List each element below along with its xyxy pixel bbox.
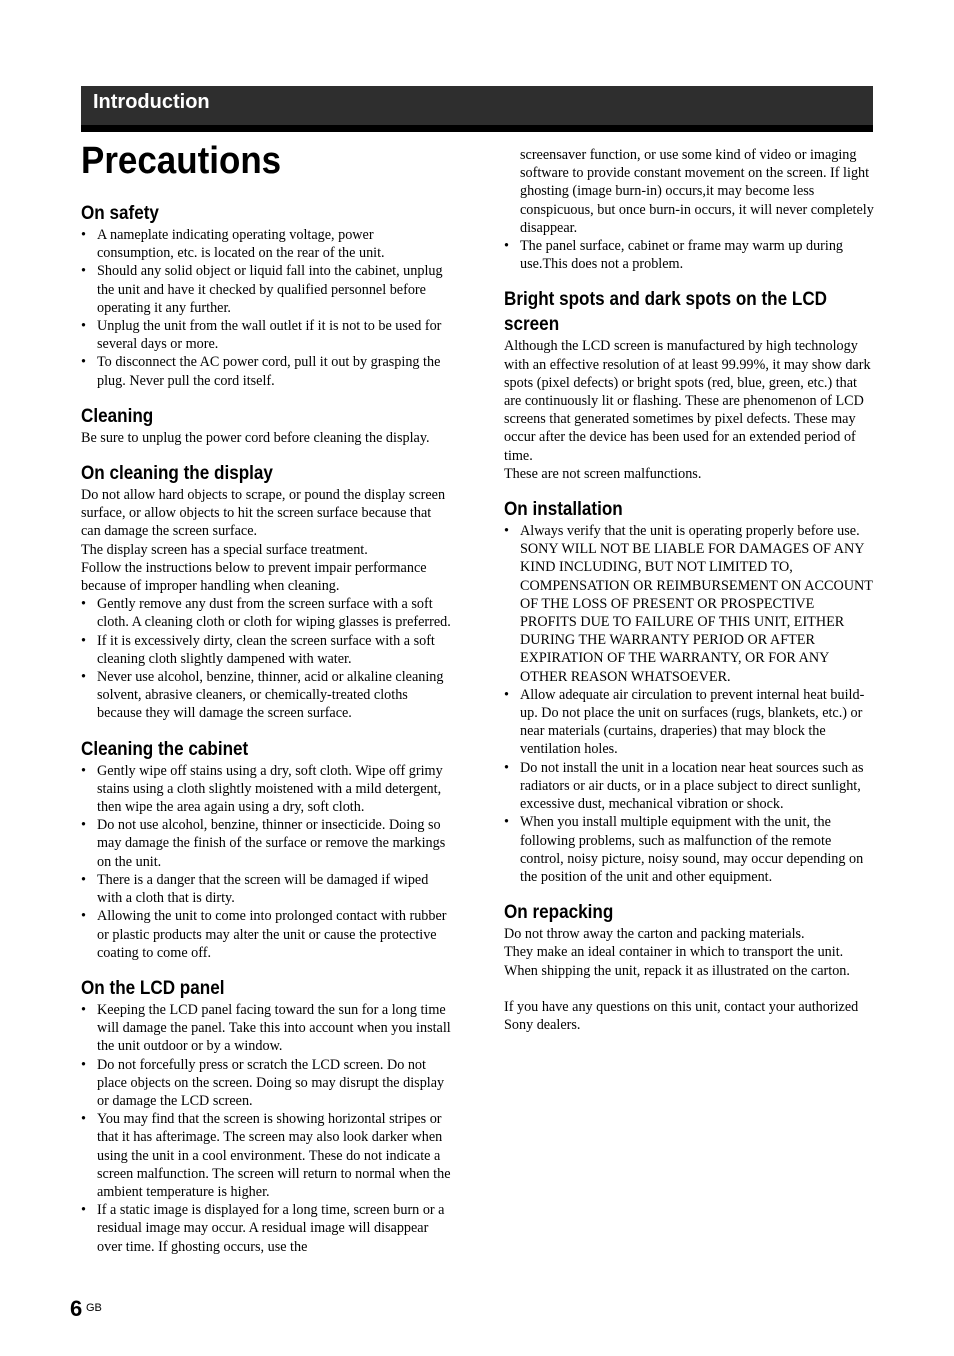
list-item: • Should any solid object or liquid fall into the cabinet, unplug the unit and have it checked by qualified personnel before operating it any further.	[81, 262, 451, 317]
page-title: Precautions	[81, 140, 282, 182]
list-item: • Unplug the unit from the wall outlet if it is not to be used for several days or more.	[81, 317, 451, 353]
repacking-paragraph: When shipping the unit, repack it as illustrated on the carton.	[504, 962, 850, 979]
contact-paragraph: If you have any questions on this unit, contact your authorized Sony dealers.	[504, 998, 859, 1033]
section-cleaning	[81, 404, 451, 447]
spots-paragraph: Although the LCD screen is manufactured by high technology with an effective resolution of at least 99.99%, it may show dark spots (pixel defects) or bright spots (red, blue, green, etc.) that are continuously lit or flashing. These are phenomenon of LCD screens that generated sometimes by pixel defects. These may occur after the device has been used for an extended period of time.	[504, 338, 871, 464]
heading-cleaning: Cleaning	[81, 405, 154, 427]
display-paragraph: Do not allow hard objects to scrape, or pound the display screen surface, or allow objects to hit the screen surface because that can damage the screen surface.	[81, 487, 446, 540]
cabinet-list	[81, 762, 451, 962]
section-cleaning-cabinet	[81, 737, 451, 962]
heading-bright-dark-spots: Bright spots and dark spots on the LCD screen	[504, 289, 828, 336]
list-item: • Never use alcohol, benzine, thinner, acid or alkaline cleaning solvent, abrasive cleaners, or chemically-treated cloths because they will damage the screen surface.	[81, 668, 451, 723]
display-paragraph: The display screen has a special surface treatment.	[81, 541, 368, 558]
heading-lcd-panel: On the LCD panel	[81, 977, 225, 999]
page-number: 6	[70, 1296, 83, 1321]
section-installation	[504, 497, 874, 886]
list-item: • Do not use alcohol, benzine, thinner or insecticide. Doing so may damage the finish of the surface or remove the markings on the unit.	[81, 816, 451, 871]
header-rule	[81, 125, 873, 132]
list-item: • To disconnect the AC power cord, pull it out by grasping the plug. Never pull the cord itself.	[81, 353, 451, 389]
repacking-paragraph: They make an ideal container in which to transport the unit.	[504, 944, 844, 961]
lcd-continued-text: screensaver function, or use some kind of video or imaging software to provide constant movement on the screen. If light ghosting (image burn-in) occurs,it may become less conspicuous, but once burn-in occurs, it will never completely disappear.	[520, 147, 874, 236]
safety-list	[81, 226, 451, 390]
right-column	[504, 146, 874, 1043]
section-lcd-panel	[81, 976, 451, 1256]
list-item: • When you install multiple equipment with the unit, the following problems, such as malfunction of the remote control, noisy picture, noisy sound, may occur depending on the position of the unit and other equipment.	[504, 813, 874, 886]
repacking-paragraph: Do not throw away the carton and packing materials.	[504, 926, 805, 943]
list-item: • You may find that the screen is showing horizontal stripes or that it has afterimage. The screen may also look darker when using the unit in a cool environment. These do not indicate a screen malfunction. The screen will return to normal when the ambient temperature is higher.	[81, 1110, 451, 1201]
list-item: • Do not install the unit in a location near heat sources such as radiators or air ducts, or in a place subject to direct sunlight, excessive dust, mechanical vibration or shock.	[504, 759, 874, 814]
heading-on-safety: On safety	[81, 203, 159, 224]
display-list	[81, 595, 451, 722]
section-repacking	[504, 900, 874, 1034]
list-item: • Always verify that the unit is operating properly before use. SONY WILL NOT BE LIABLE FOR DAMAGES OF ANY KIND INCLUDING, BUT NOT LIMITED TO, COMPENSATION OR REIMBURSEMENT ON ACCOUNT OF THE LOSS OF PRESENT OR PROSPECTIVE PROFITS DUE TO FAILURE OF THIS UNIT, EITHER DURING THE WARRANTY PERIOD OR AFTER EXPIRATION OF THE WARRANTY, OR FOR ANY OTHER REASON WHATSOEVER.	[504, 522, 874, 686]
list-item: • If it is excessively dirty, clean the screen surface with a soft cleaning cloth slightly dampened with water.	[81, 632, 451, 668]
heading-repacking: On repacking	[504, 902, 614, 924]
section-on-safety	[81, 201, 451, 390]
lcd-continued-list	[504, 237, 874, 273]
left-column	[81, 201, 451, 1265]
display-paragraph: Follow the instructions below to prevent impair performance because of improper handling when cleaning.	[81, 559, 427, 595]
cleaning-text: Be sure to unplug the power cord before cleaning the display.	[81, 429, 430, 446]
list-item: • Gently remove any dust from the screen surface with a soft cloth. A cleaning cloth or cloth for wiping glasses is preferred.	[81, 595, 451, 631]
page-number-suffix: GB	[86, 1302, 102, 1314]
heading-cleaning-cabinet: Cleaning the cabinet	[81, 738, 249, 760]
list-item: • Keeping the LCD panel facing toward the sun for a long time will damage the panel. Take this into account when you install the unit outdoor or by a window.	[81, 1001, 451, 1056]
section-bright-dark-spots	[504, 287, 874, 483]
list-item: • Allowing the unit to come into prolonged contact with rubber or plastic products may alter the unit or cause the protective coating to come off.	[81, 907, 451, 962]
list-item: • Gently wipe off stains using a dry, soft cloth. Wipe off grimy stains using a cloth slightly moistened with a mild detergent, then wipe the area again using a dry, soft cloth.	[81, 762, 451, 817]
heading-cleaning-display: On cleaning the display	[81, 463, 273, 485]
lcd-list	[81, 1001, 451, 1256]
section-label: Introduction	[93, 91, 210, 113]
list-item: • If a static image is displayed for a long time, screen burn or a residual image may occur. A residual image will disappear over time. If ghosting occurs, use the	[81, 1201, 451, 1256]
list-item: • Allow adequate air circulation to prevent internal heat build-up. Do not place the unit on surfaces (rugs, blankets, etc.) or near materials (curtains, draperies) that may block the ventilation holes.	[504, 686, 874, 759]
installation-list	[504, 522, 874, 886]
section-cleaning-display	[81, 461, 451, 723]
list-item: • The panel surface, cabinet or frame may warm up during use.This does not a problem.	[504, 237, 874, 273]
list-item: • There is a danger that the screen will be damaged if wiped with a cloth that is dirty.	[81, 871, 451, 907]
list-item: • Do not forcefully press or scratch the LCD screen. Do not place objects on the screen. Doing so may disrupt the display or damage the LCD screen.	[81, 1056, 451, 1111]
list-item: • A nameplate indicating operating voltage, power consumption, etc. is located on the rear of the unit.	[81, 226, 451, 262]
spots-paragraph: These are not screen malfunctions.	[504, 465, 702, 482]
section-lcd-continued	[504, 146, 874, 273]
heading-installation: On installation	[504, 499, 623, 521]
section-header-bar	[81, 86, 873, 125]
